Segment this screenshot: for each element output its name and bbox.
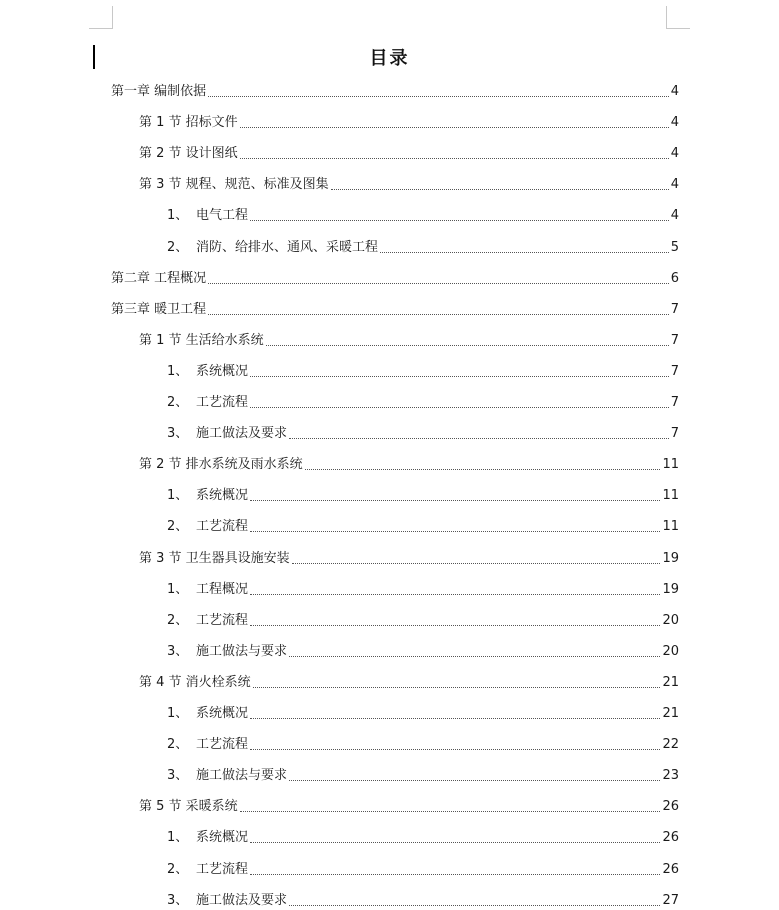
toc-entry-label (167, 208, 248, 224)
toc-entry-title: 施工做法与要求 (196, 768, 288, 784)
toc-entry-label (167, 768, 287, 784)
toc-entry-label (111, 84, 206, 100)
toc-entry[interactable] (167, 515, 679, 535)
toc-dot-leader (250, 841, 660, 843)
toc-entry-label (167, 519, 248, 535)
toc-entry-title: 第 1 节 生活给水系统 (139, 332, 264, 348)
toc-entry-label (139, 551, 290, 567)
toc-entry-title: 第三章 暖卫工程 (111, 301, 207, 317)
toc-page-number: 7 (670, 426, 679, 442)
toc-page-number: 11 (662, 519, 679, 535)
toc-page-number: 7 (670, 332, 679, 348)
toc-entry[interactable] (139, 111, 679, 131)
toc-dot-leader (253, 686, 661, 688)
toc-page-number: 7 (670, 301, 679, 317)
toc-page-number: 21 (662, 674, 679, 690)
toc-entry-label (139, 457, 303, 473)
toc-page-number: 4 (670, 84, 679, 99)
toc-page-number: 6 (670, 270, 679, 286)
toc-entry-label (139, 799, 238, 815)
toc-entry[interactable] (167, 204, 679, 224)
toc-dot-leader (250, 219, 669, 221)
toc-entry-title: 系统概况 (196, 830, 249, 846)
toc-entry-title: 第 2 节 设计图纸 (139, 146, 238, 162)
toc-entry-title: 第 5 节 采暖系统 (139, 799, 238, 815)
toc-entry[interactable] (167, 858, 679, 878)
toc-entry-number: 2、 (167, 612, 189, 628)
toc-dot-leader (289, 904, 660, 906)
toc-dot-leader (208, 282, 669, 284)
toc-entry-title: 施工做法与要求 (196, 643, 288, 659)
toc-entry[interactable] (111, 298, 679, 318)
toc-entry-label (167, 613, 248, 629)
toc-dot-leader (380, 251, 669, 253)
toc-entry[interactable] (167, 391, 679, 411)
toc-dot-leader (289, 437, 669, 439)
toc-entry[interactable] (139, 795, 679, 815)
toc-entry-title: 第 3 节 规程、规范、标准及图集 (139, 177, 329, 193)
toc-entry-number: 1、 (167, 706, 189, 721)
toc-entry-label (167, 364, 248, 380)
toc-entry-title: 工艺流程 (196, 612, 249, 628)
toc-page-number: 4 (670, 146, 679, 162)
toc-entry-title: 工艺流程 (196, 519, 249, 535)
toc-dot-leader (250, 499, 660, 501)
toc-entry-number: 3、 (167, 426, 189, 442)
toc-entry[interactable] (167, 764, 679, 784)
crop-mark-top-right (666, 6, 690, 29)
toc-entry[interactable] (111, 267, 679, 287)
toc-page-number: 22 (662, 737, 679, 753)
toc-entry-label (167, 240, 378, 256)
toc-page-number: 7 (670, 363, 679, 379)
toc-dot-leader (305, 468, 661, 470)
toc-page-number: 4 (670, 177, 679, 193)
toc-entry-label (167, 395, 248, 411)
toc-page-number: 20 (662, 612, 679, 628)
toc-page-number: 23 (662, 768, 679, 784)
toc-entry-number: 1、 (167, 363, 189, 379)
toc-entry-number: 2、 (167, 737, 189, 753)
toc-entry-number: 2、 (167, 239, 189, 255)
toc-entry-number: 3、 (167, 643, 189, 659)
toc-entry-title: 电气工程 (196, 208, 249, 224)
toc-entry-title: 消防、给排水、通风、采暖工程 (196, 239, 379, 255)
toc-entry[interactable] (167, 422, 679, 442)
toc-dot-leader (250, 748, 660, 750)
toc-entry-number: 3、 (167, 768, 189, 784)
toc-entry-label (167, 488, 248, 504)
toc-page-number: 11 (662, 488, 679, 504)
toc-entry-title: 第 3 节 卫生器具设施安装 (139, 550, 290, 566)
toc-entry-number: 1、 (167, 830, 189, 846)
toc-dot-leader (292, 562, 661, 564)
toc-entry-label (167, 830, 248, 846)
toc-entry-label (139, 675, 251, 691)
toc-entry[interactable] (139, 142, 679, 162)
toc-entry-title: 第 4 节 消火栓系统 (139, 674, 251, 690)
toc-entry-label (139, 333, 264, 349)
toc-entry-label (167, 582, 248, 598)
toc-entry-number: 1、 (167, 488, 189, 504)
toc-entry-number: 2、 (167, 861, 189, 877)
toc-entry[interactable] (139, 671, 679, 691)
toc-entry-title: 工艺流程 (196, 737, 249, 753)
toc-entry[interactable] (167, 236, 679, 256)
toc-dot-leader (289, 655, 660, 657)
toc-entry-title: 系统概况 (196, 706, 249, 721)
toc-dot-leader (250, 593, 660, 595)
toc-dot-leader (250, 624, 660, 626)
toc-entry[interactable] (167, 360, 679, 380)
toc-entry[interactable] (139, 453, 679, 473)
toc-page-number: 26 (662, 799, 679, 815)
toc-dot-leader (289, 779, 660, 781)
toc-page-number: 26 (662, 861, 679, 877)
toc-entry-number: 2、 (167, 395, 189, 410)
crop-mark-top-left (89, 6, 113, 29)
toc-page-number: 4 (670, 115, 679, 131)
toc-entry[interactable] (167, 889, 679, 909)
toc-entry-label (167, 862, 248, 878)
toc-entry-number: 1、 (167, 208, 189, 224)
toc-page-number: 20 (662, 643, 679, 659)
toc-page-number: 27 (662, 892, 679, 908)
toc-page-number: 26 (662, 830, 679, 846)
toc-entry-title: 第 1 节 招标文件 (139, 115, 238, 131)
toc-entry-title: 系统概况 (196, 488, 249, 504)
toc-dot-leader (250, 873, 660, 875)
toc-entry[interactable] (111, 80, 679, 100)
toc-entry-title: 工艺流程 (196, 861, 249, 877)
toc-entry[interactable] (139, 173, 679, 193)
toc-entry-title: 施工做法及要求 (196, 426, 288, 442)
toc-dot-leader (208, 95, 669, 97)
toc-entry-title: 第一章 编制依据 (111, 84, 207, 99)
toc-page-number: 11 (662, 457, 679, 473)
toc-entry[interactable] (167, 609, 679, 629)
toc-entry-label (111, 271, 206, 287)
toc-dot-leader (266, 344, 669, 346)
toc-entry[interactable] (167, 826, 679, 846)
toc-entry-label (111, 302, 206, 318)
toc-entry-title: 第 2 节 排水系统及雨水系统 (139, 457, 303, 473)
toc-title: 目录 (369, 48, 410, 69)
toc-dot-leader (208, 313, 669, 315)
toc-page-number: 4 (670, 208, 679, 224)
toc-entry[interactable] (167, 578, 679, 598)
toc-dot-leader (250, 406, 669, 408)
toc-entry-number: 1、 (167, 581, 189, 597)
toc-page-number: 7 (670, 395, 679, 410)
toc-dot-leader (250, 717, 660, 719)
toc-entry[interactable] (139, 547, 679, 567)
toc-page-number: 19 (662, 581, 679, 597)
toc-entry-label (167, 893, 287, 909)
toc-entry-label (167, 737, 248, 753)
toc-entry-number: 2、 (167, 519, 189, 535)
toc-entry-label (139, 146, 238, 162)
toc-entry-label (139, 115, 238, 131)
toc-entry-title: 第二章 工程概况 (111, 270, 207, 286)
toc-page-number: 21 (662, 706, 679, 721)
toc-entry[interactable] (167, 484, 679, 504)
toc-dot-leader (331, 188, 669, 190)
toc-dot-leader (250, 530, 660, 532)
toc-entry-title: 工程概况 (196, 581, 249, 597)
toc-entry-title: 工艺流程 (196, 395, 249, 410)
toc-dot-leader (250, 375, 669, 377)
toc-entry-title: 施工做法及要求 (196, 892, 288, 908)
toc-entry[interactable] (167, 733, 679, 753)
toc-page-number: 19 (662, 550, 679, 566)
toc-dot-leader (240, 810, 661, 812)
toc-entry[interactable] (167, 702, 679, 722)
toc-entry-number: 3、 (167, 892, 189, 908)
toc-entry-label (167, 706, 248, 722)
toc-dot-leader (240, 157, 669, 159)
toc-entry[interactable] (167, 640, 679, 660)
toc-entry-label (139, 177, 329, 193)
toc-entry-title: 系统概况 (196, 363, 249, 379)
toc-dot-leader (240, 126, 669, 128)
toc-page-number: 5 (670, 239, 679, 255)
toc-entry-label (167, 644, 287, 660)
toc-entry[interactable] (139, 329, 679, 349)
toc-entry-label (167, 426, 287, 442)
